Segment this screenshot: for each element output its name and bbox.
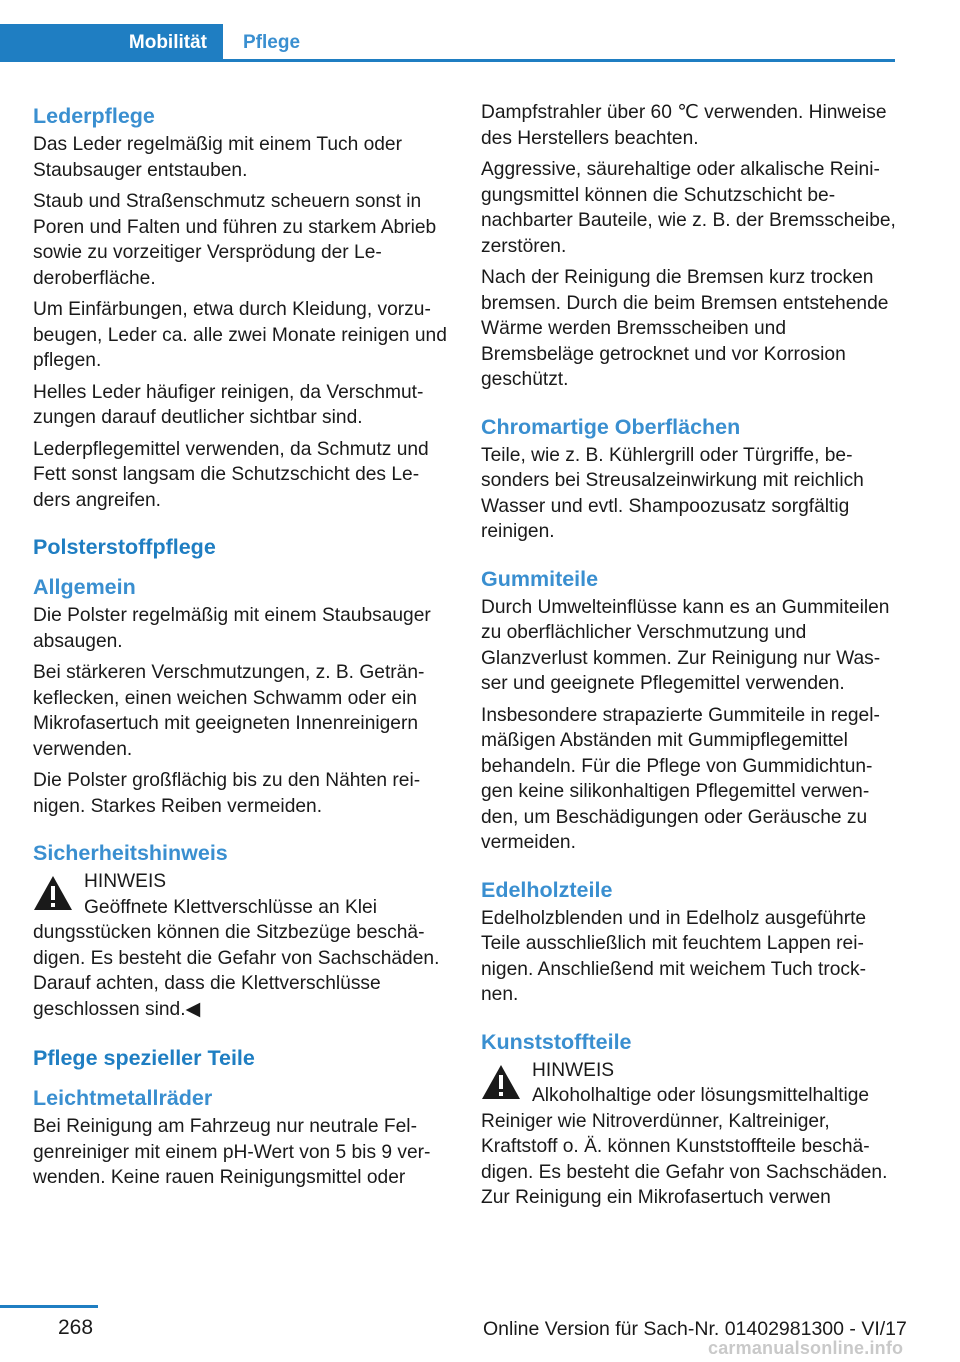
paragraph: Dampfstrahler über 60 ℃ verwenden. Hinweise des Herstellers beachten. (481, 102, 887, 149)
paragraph: Die Polster großflächig bis zu den Nähten reinigen. Starkes Reiben vermeiden. (33, 770, 421, 817)
paragraph: Aggressive, säurehaltige oder alkalische Reinigungsmittel können die Schutzschicht benachbarter Bauteile, wie z. B. der Bremsscheibe, zerstören. (481, 159, 896, 257)
notice-text: Geöffnete Klettverschlüsse an Klei (84, 896, 377, 918)
tab-pflege-label: Pflege (243, 32, 301, 53)
watermark: carmanualsonline.info (708, 1338, 904, 1358)
paragraph: Helles Leder häufiger reinigen, da Verschmutzungen darauf deutlicher sichtbar sind. (33, 381, 424, 428)
paragraph: Die Polster regelmäßig mit einem Staubsauger absaugen. (33, 605, 431, 652)
heading-pflege-spezieller-teile: Pflege spezieller Teile (33, 1046, 255, 1070)
notice-box (33, 869, 448, 1022)
notice-text-continued: Reiniger wie Nitroverdünner, Kaltreiniger, Kraftstoff o. Ä. können Kunststoffteile beschädigen. Es besteht die Gefahr von Sachschäden. Zur Reinigung ein Mikrofasertuch verwen (481, 1110, 888, 1208)
tab-pflege[interactable] (223, 24, 353, 62)
notice-box (481, 1058, 896, 1211)
right-column (481, 100, 896, 1211)
tab-mobilitaet[interactable] (0, 24, 223, 62)
tab-mobilitaet-label: Mobilität (128, 32, 207, 53)
paragraph: Durch Umwelteinflüsse kann es an Gummiteilen zu oberflächlicher Verschmutzung und Glanzverlust kommen. Zur Reinigung nur Wasser und geeignete Pflegemittel verwenden. (481, 596, 890, 694)
paragraph: Um Einfärbungen, etwa durch Kleidung, vorzubeugen, Leder ca. alle zwei Monate reinigen und pflegen. (33, 299, 447, 371)
heading-leichtmetallraeder: Leichtmetallräder (33, 1086, 213, 1110)
paragraph: Bei stärkeren Verschmutzungen, z. B. Getränkeflecken, einen weichen Schwamm oder ein Mikrofasertuch mit geeigneten Innenreinigern verwenden. (33, 662, 425, 760)
heading-gummiteile: Gummiteile (481, 566, 599, 591)
warning-triangle-icon (481, 1064, 521, 1100)
online-version-note: Online Version für Sach-Nr. 01402981300 - VI/17 (483, 1318, 907, 1340)
paragraph: Bei Reinigung am Fahrzeug nur neutrale Felgenreiniger mit einem pH-Wert von 5 bis 9 verwenden. Keine rauen Reinigungsmittel oder (33, 1116, 431, 1188)
page-number: 268 (58, 1316, 94, 1339)
heading-kunststoffteile: Kunststoffteile (481, 1029, 632, 1054)
notice-label: HINWEIS (84, 871, 167, 892)
notice-text-continued: dungsstücken können die Sitzbezüge beschädigen. Es besteht die Gefahr von Sachschäden. Darauf achten, dass die Klettverschlüsse geschlossen sind.◀ (33, 922, 440, 1020)
footer-rule (0, 1305, 98, 1308)
paragraph: Staub und Straßenschmutz scheuern sonst in Poren und Falten und führen zu starkem Abrieb sowie zu vorzeitiger Versprödung der Lederoberfläche. (33, 191, 437, 289)
left-column (33, 100, 448, 1197)
heading-lederpflege: Lederpflege (33, 104, 155, 128)
heading-edelholzteile: Edelholzteile (481, 877, 613, 902)
heading-chromartige-oberflaechen: Chromartige Oberflächen (481, 414, 741, 439)
heading-sicherheitshinweis: Sicherheitshinweis (33, 841, 228, 865)
paragraph: Lederpflegemittel verwenden, da Schmutz und Fett sonst langsam die Schutzschicht des Leders angreifen. (33, 438, 429, 511)
paragraph: Das Leder regelmäßig mit einem Tuch oder Staubsauger entstauben. (33, 134, 402, 181)
heading-allgemein: Allgemein (33, 575, 136, 599)
header-tabbar (0, 0, 895, 62)
paragraph: Teile, wie z. B. Kühlergrill oder Türgriffe, besonders bei Streusalzeinwirkung mit reichlich Wasser und evtl. Shampoozusatz sorgfältig reinigen. (481, 444, 864, 542)
paragraph: Edelholzblenden und in Edelholz ausgeführte Teile ausschließlich mit feuchtem Lappen reinigen. Anschließend mit weichem Tuch trocknen. (481, 907, 867, 1005)
heading-polsterstoffpflege: Polsterstoffpflege (33, 535, 216, 559)
notice-text: Alkoholhaltige oder lösungsmittelhaltige (532, 1085, 870, 1106)
warning-triangle-icon (33, 875, 73, 911)
paragraph: Insbesondere strapazierte Gummiteile in regelmäßigen Abständen mit Gummipflegemittel behandeln. Für die Pflege von Gummidichtungen keine silikonhaltigen Pflegemittel verwenden, um Beschädigungen oder Geräusche zu vermeiden. (481, 704, 880, 853)
notice-label: HINWEIS (532, 1059, 615, 1081)
paragraph: Nach der Reinigung die Bremsen kurz trocken bremsen. Durch die beim Bremsen entstehende Wärme werden Bremsscheiben und Bremsbeläge getrocknet und vor Korrosion geschützt. (481, 267, 889, 390)
tab-underline (223, 59, 895, 62)
